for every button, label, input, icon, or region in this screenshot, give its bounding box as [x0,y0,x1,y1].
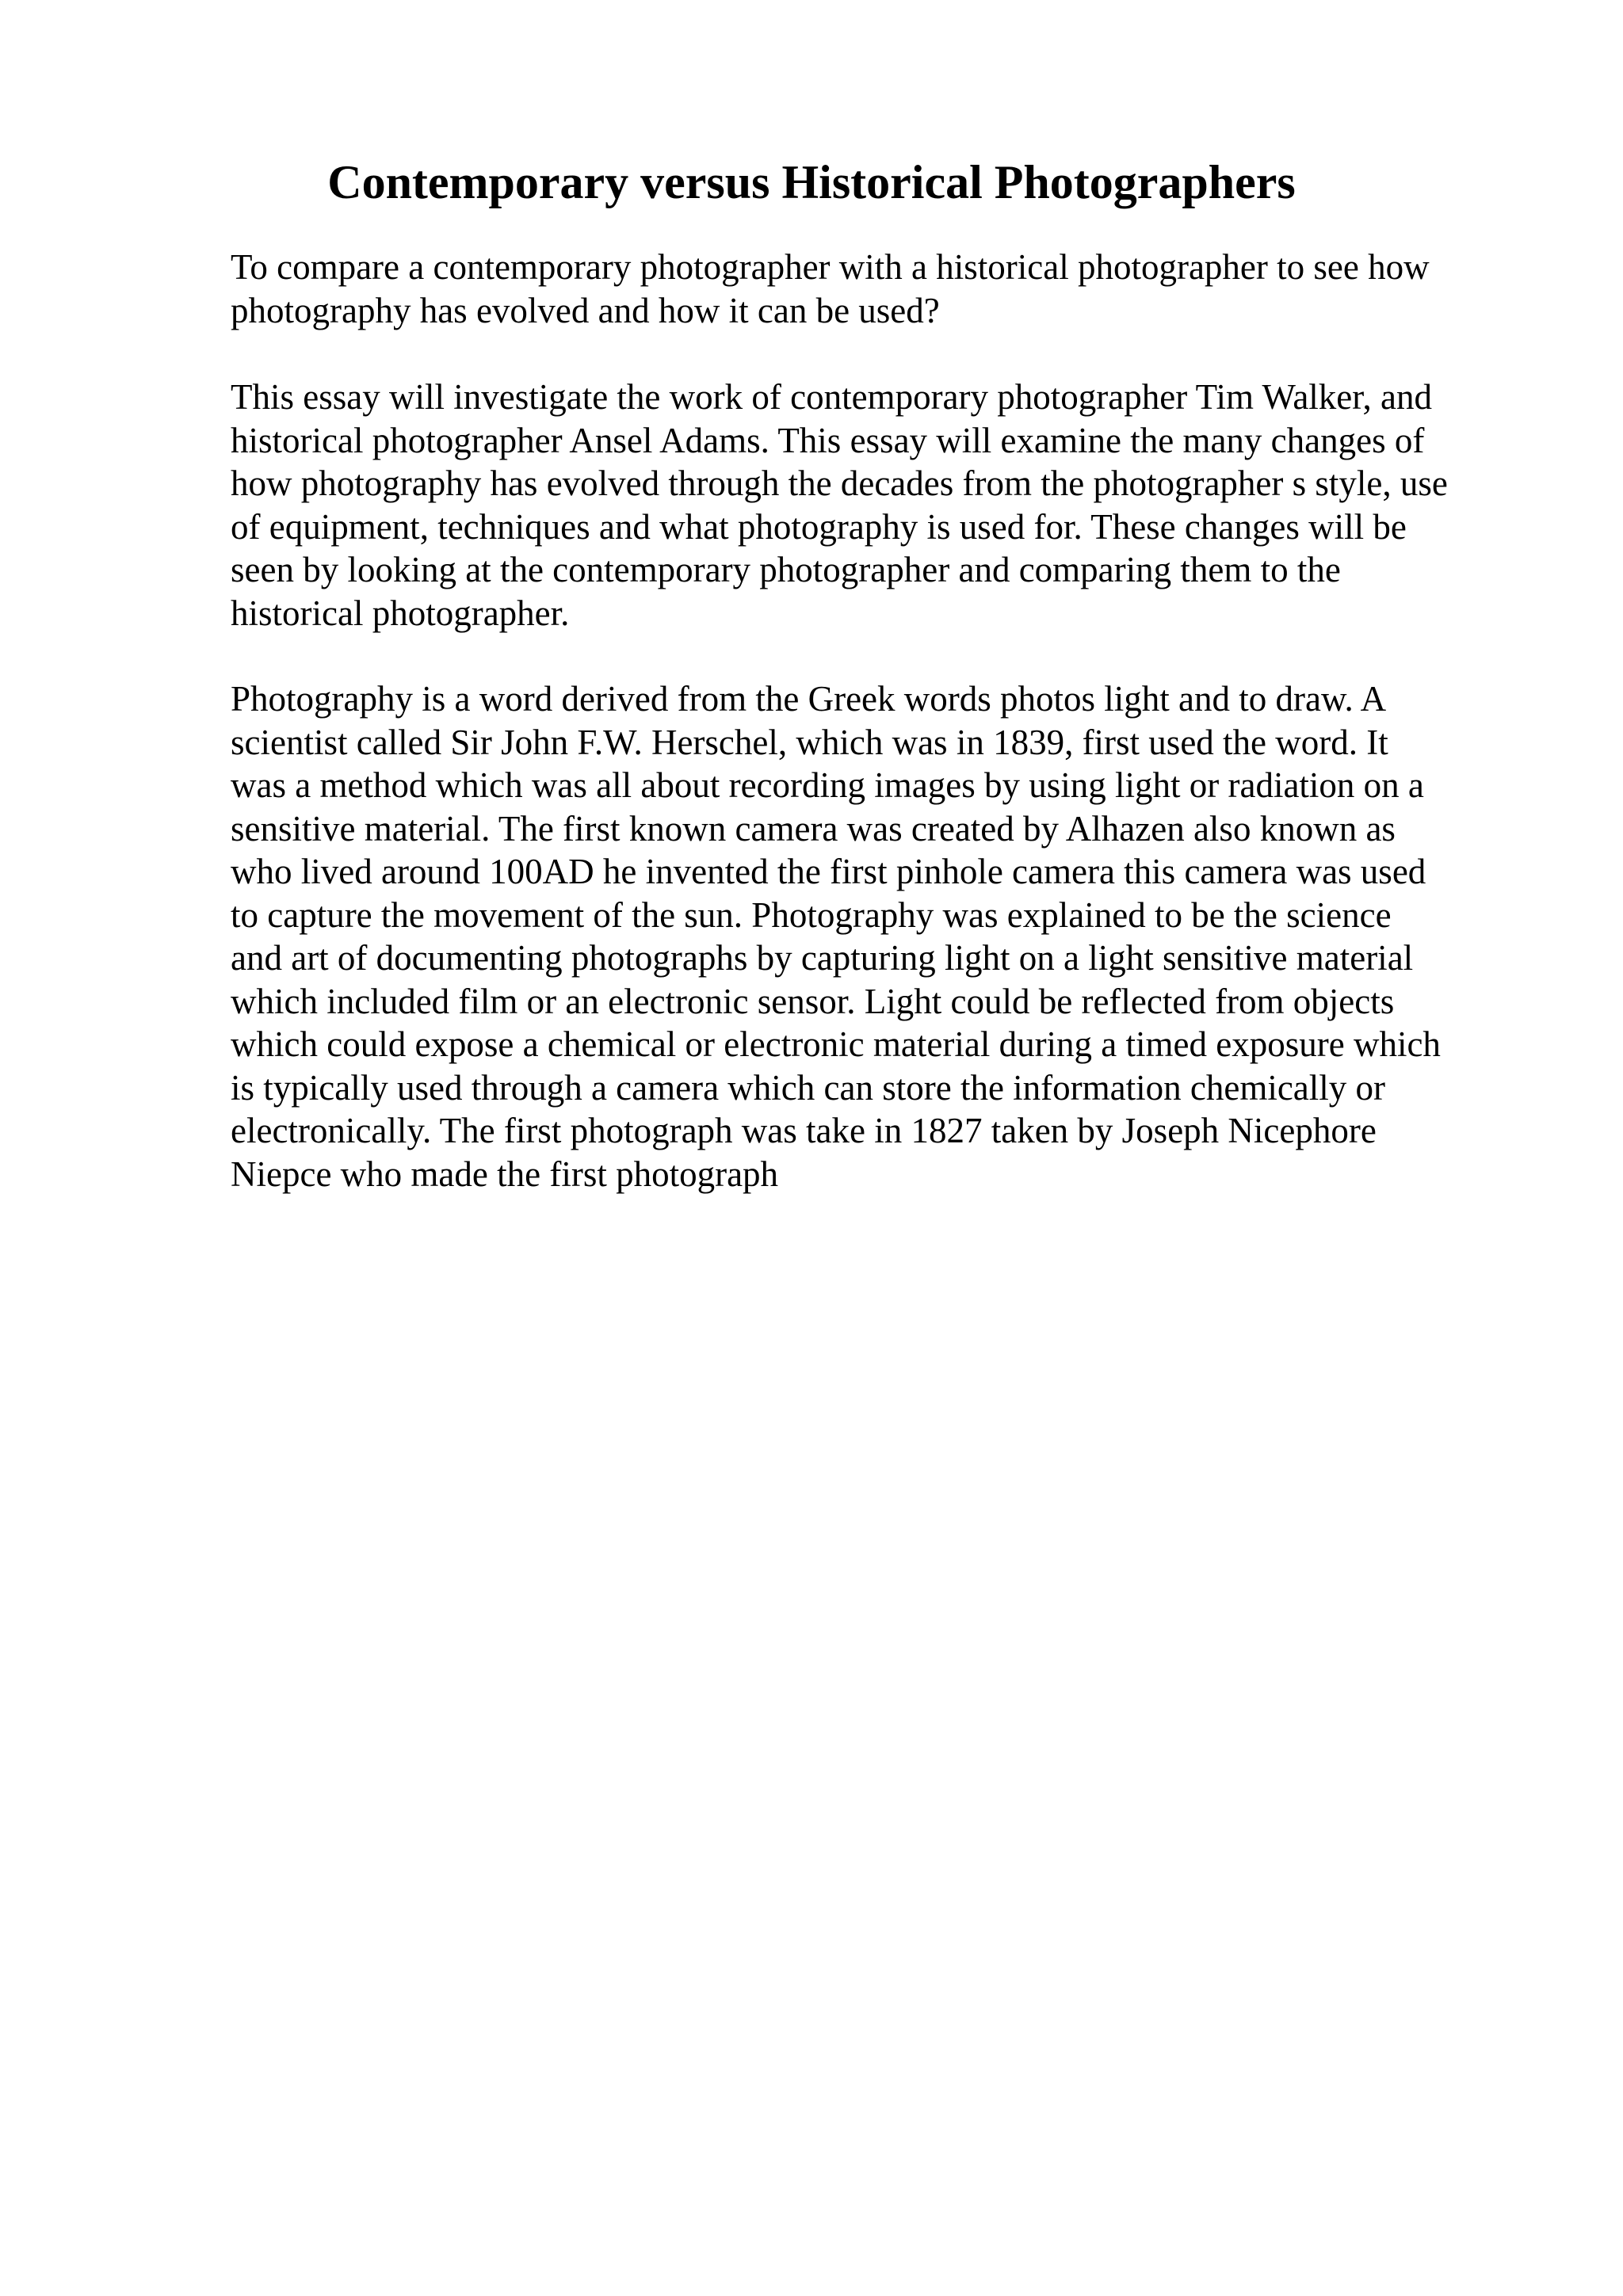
paragraph-line: how photography has evolved through the decades from the photographer s style, use [231,463,1448,503]
paragraph-line: historical photographer Ansel Adams. This essay will examine the many changes of [231,420,1425,460]
paragraph-line: which could expose a chemical or electronic material during a timed exposure which [231,1024,1441,1064]
paragraph-line: sensitive material. The first known camera was created by Alhazen also known as [231,808,1396,849]
intro-paragraph [231,376,1448,635]
paragraph-line: and art of documenting photographs by capturing light on a light sensitive material [231,938,1414,978]
paragraph-line: seen by looking at the contemporary photographer and comparing them to the [231,550,1341,589]
paragraph-line: who lived around 100AD he invented the first pinhole camera this camera was used [231,852,1426,891]
paragraph-line: Niepce who made the first photograph [231,1154,779,1194]
page-title: Contemporary versus Historical Photographers [327,156,1296,208]
paragraph-line: to capture the movement of the sun. Photography was explained to be the science [231,894,1392,935]
question-paragraph [231,246,1430,332]
paragraph-line: photography has evolved and how it can be used? [231,290,940,330]
paragraph-line: was a method which was all about recording images by using light or radiation on a [231,765,1424,805]
paragraph-line: electronically. The first photograph was take in 1827 taken by Joseph Nicephore [231,1111,1377,1150]
paragraph-line: This essay will investigate the work of contemporary photographer Tim Walker, and [231,377,1432,417]
paragraph-line: historical photographer. [231,593,570,633]
paragraph-line: of equipment, techniques and what photography is used for. These changes will be [231,506,1407,547]
paragraph-line: is typically used through a camera which can store the information chemically or [231,1067,1386,1108]
paragraph-line: Photography is a word derived from the Greek words photos light and to draw. A [231,679,1387,719]
paragraph-line: scientist called Sir John F.W. Herschel, which was in 1839, first used the word. It [231,722,1388,762]
history-paragraph [231,677,1441,1196]
paragraph-line: which included film or an electronic sensor. Light could be reflected from objects [231,981,1395,1021]
paragraph-line: To compare a contemporary photographer with a historical photographer to see how [231,247,1430,287]
